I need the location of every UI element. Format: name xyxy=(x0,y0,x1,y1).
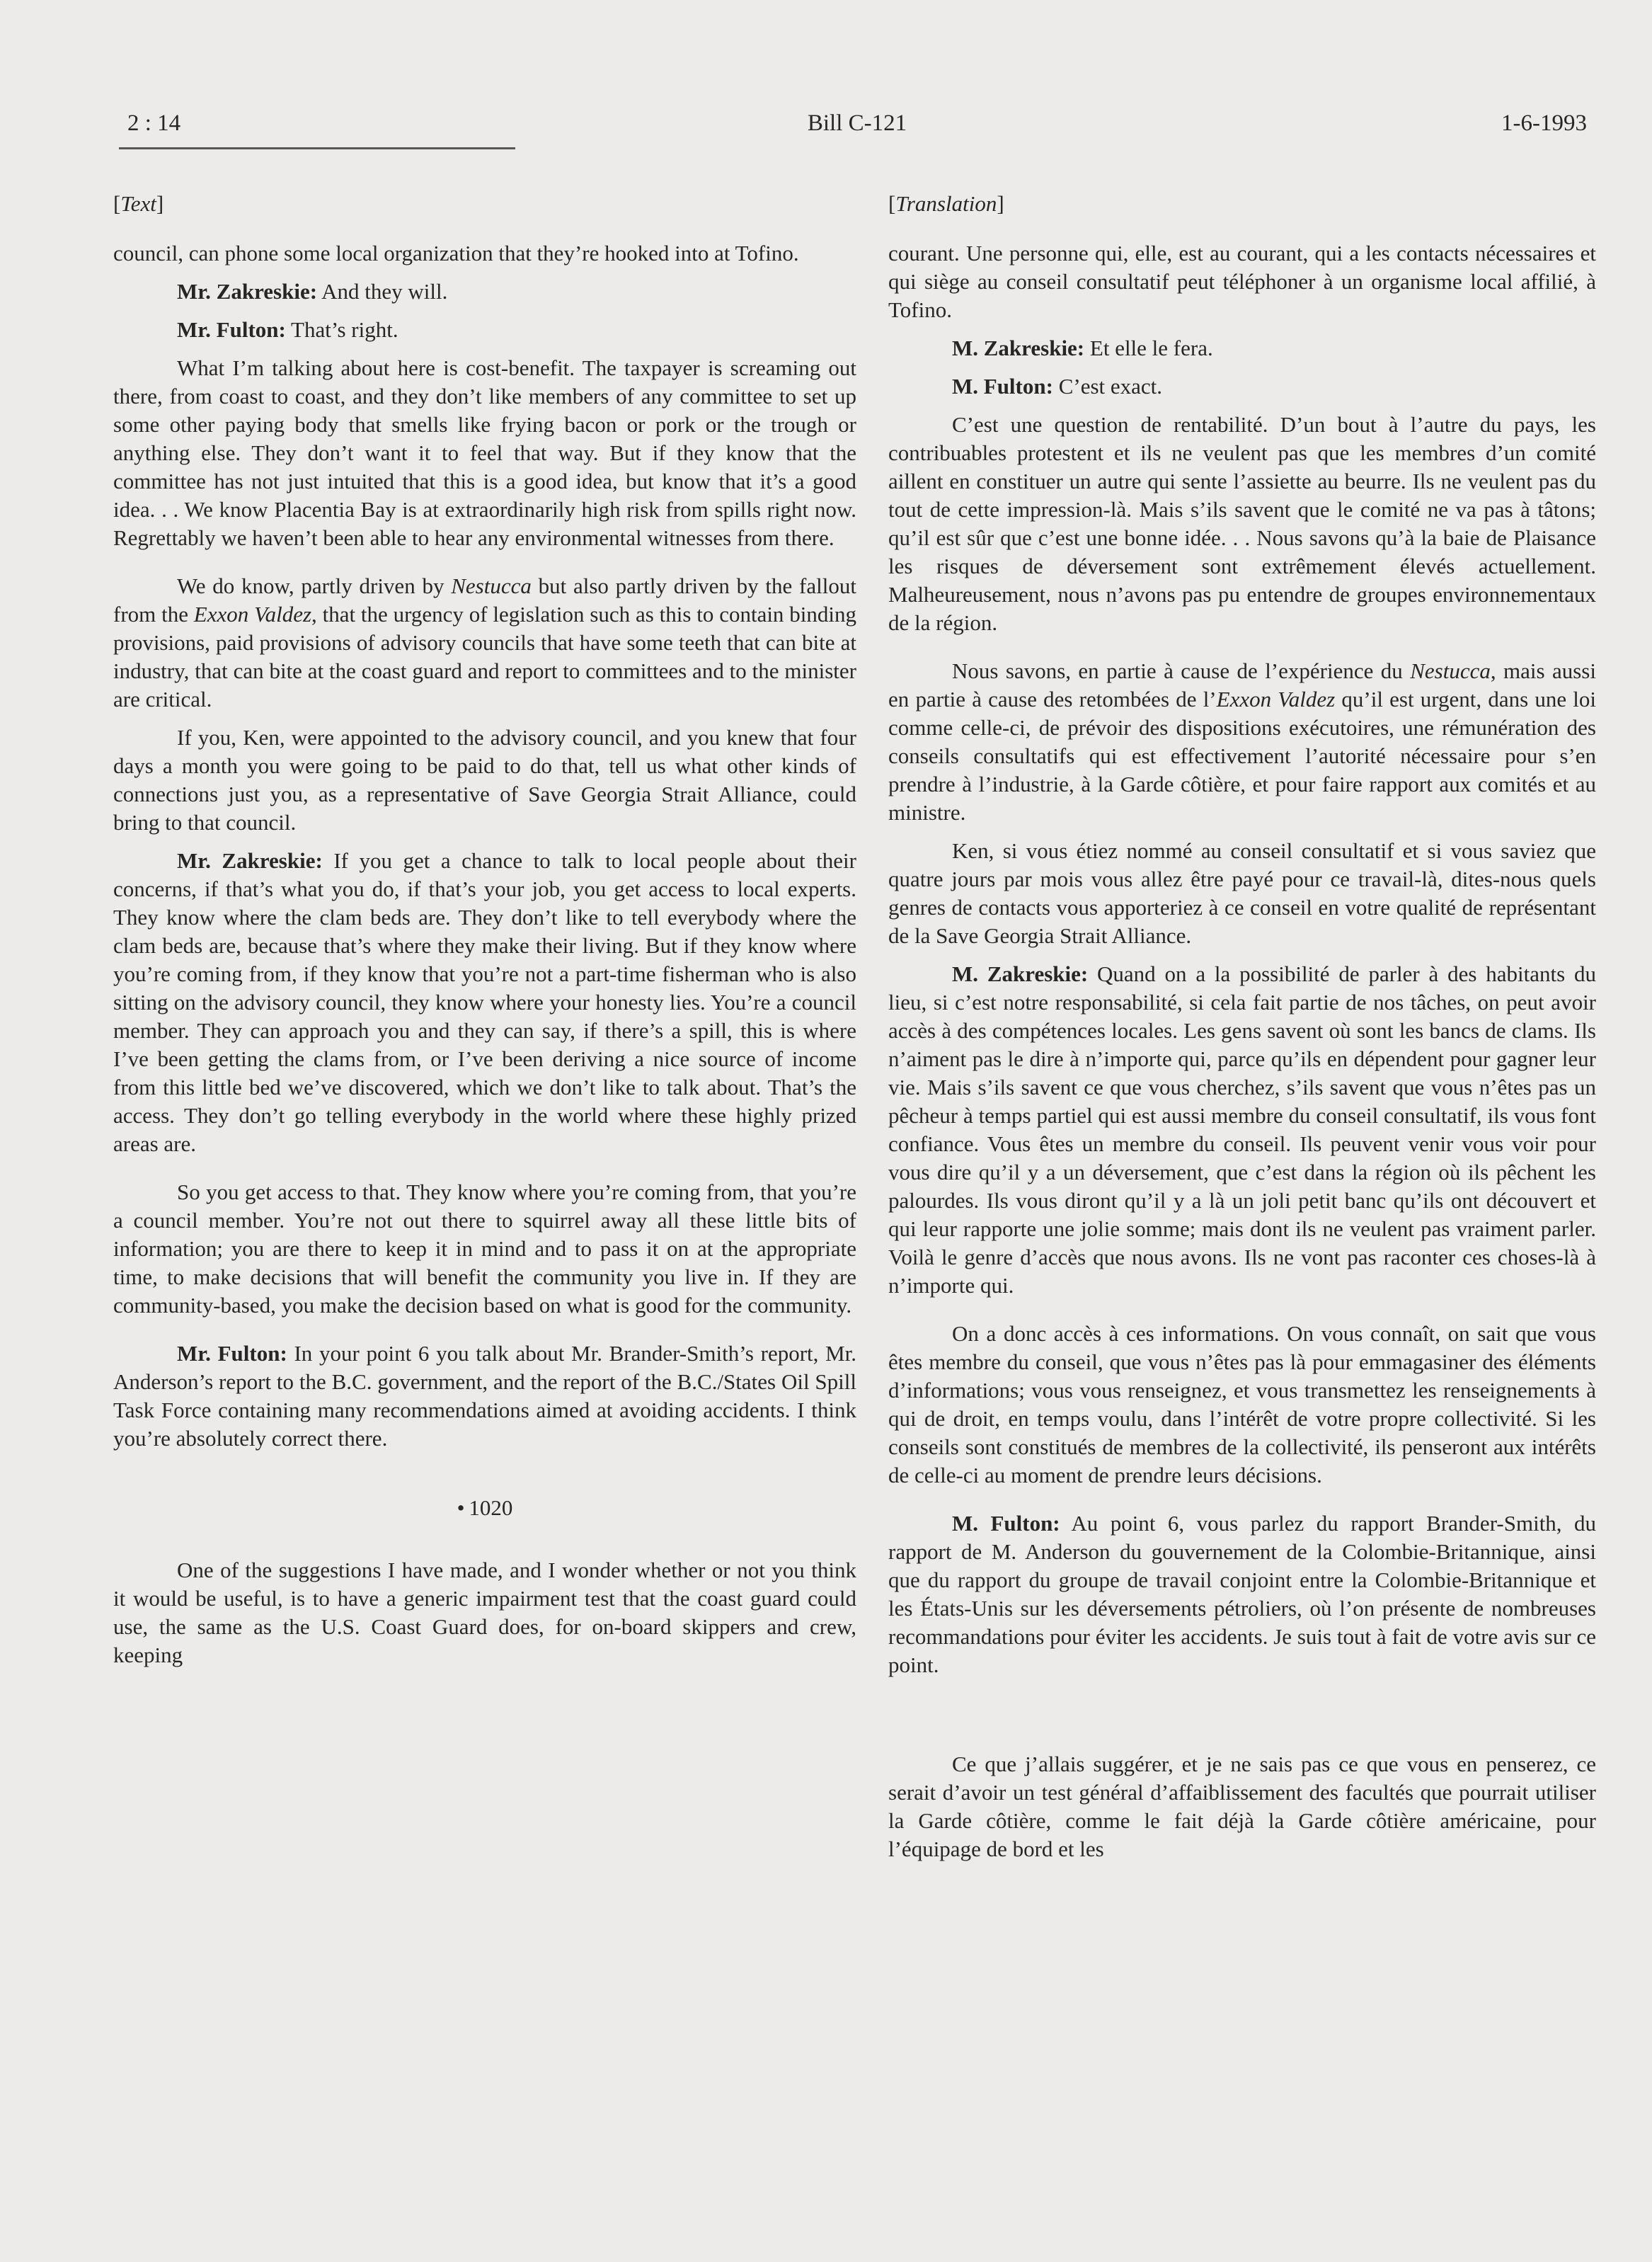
paragraph: council, can phone some local organization that they’re hooked into at Tofino. xyxy=(113,241,799,265)
paragraph: Mr. Zakreskie: If you get a chance to talk to local people about their concerns, if that’s what you do, if that’s your job, you get access to local experts. They know where the clam beds are. They don’t like to tell everybody where the clam beds are, because that’s where they make their living. But if they know where you’re coming from, if they know that you’re not a part-time fisherman who is also sitting on the advisory council, they know where your honesty lies. You’re a council member. They can approach you and they can say, if there’s a spill, this is where I’ve been getting the clams from, or I’ve been deriving a nice source of income from this little bed we’ve discovered, which we don’t like to talk about. That’s the access. They don’t go telling everybody in the world where these highly prized areas are. xyxy=(113,848,856,1156)
speaker-name: M. Zakreskie: xyxy=(952,961,1089,986)
paragraph: If you, Ken, were appointed to the advisory council, and you knew that four days a month you were going to be paid to do that, tell us what other kinds of connections just you, as a representative of Save Georgia Strait Alliance, could bring to that council. xyxy=(113,725,856,835)
paragraph: We do know, partly driven by Nestucca but also partly driven by the fallout from the Exxon Valdez, that the urgency of legislation such as this to contain binding provisions, paid provisions of advisory councils that have some teeth that can bite at industry, that can bite at the coast guard and report to committees and to the minister are critical. xyxy=(113,573,856,712)
paragraph: M. Zakreskie: Quand on a la possibilité de parler à des habitants du lieu, si c’est notre responsabilité, si cela fait partie de nos tâches, on peut avoir accès à des compétences locales. Les gens savent où sont les bancs de clams. Ils n’aiment pas le dire à n’importe qui, parce qu’ils en dépendent pour gagner leur vie. Mais s’ils savent ce que vous cherchez, s’ils savent que vous n’êtes pas un pêcheur à temps partiel qui est aussi membre du conseil consultatif, ils vous font confiance. Vous êtes un membre du conseil. Ils peuvent venir vous voir pour vous dire qu’il y a un déversement, que c’est dans la région où ils pêchent les palourdes. Ils vous diront qu’il y a là un joli petit banc qu’ils ont découvert et qui leur rapporte une jolie somme; mais dont ils ne veulent pas vraiment parler. Voilà le genre d’accès que nous avons. Ils ne vont pas raconter ces choses-là à n’importe qui. xyxy=(888,961,1596,1298)
paragraph: One of the suggestions I have made, and I wonder whether or not you think it would be useful, is to have a generic impairment test that the coast guard could use, the same as the U.S. Coast Guard does, for on-board skippers and crew, keeping xyxy=(113,1558,856,1667)
header-rule xyxy=(119,147,515,149)
paragraph: So you get access to that. They know where you’re coming from, that you’re a council member. You’re not out there to squirrel away all these little bits of information; you are there to keep it in mind and to pass it on at the appropriate time, to make decisions that will benefit the community you live in. If they are community-based, you make the decision based on what is good for the community. xyxy=(113,1179,856,1318)
speaker-name: Mr. Zakreskie: xyxy=(177,279,318,304)
paragraph: Mr. Fulton: In your point 6 you talk about Mr. Brander-Smith’s report, Mr. Anderson’s report to the B.C. government, and the report of the B.C./States Oil Spill Task Force containing many recommendations aimed at avoiding accidents. I think you’re absolutely correct there. xyxy=(113,1341,856,1451)
timestamp-marker: • 1020 xyxy=(457,1495,513,1520)
paragraph: Mr. Fulton: That’s right. xyxy=(177,317,398,342)
speaker-name: M. Fulton: xyxy=(952,1511,1060,1536)
paragraph: On a donc accès à ces informations. On vous connaît, on sait que vous êtes membre du conseil, que vous n’êtes pas là pour emmagasiner des éléments d’informations; vous vous renseignez, et vous transmettez les renseignements à qui de droit, en temps voulu, dans l’intérêt de votre propre collectivité. Si les conseils sont constitués de membres de la collectivité, ils penseront aux intérêts de celle-ci au moment de prendre leurs décisions. xyxy=(888,1321,1596,1487)
page-header xyxy=(119,106,1595,149)
bill-title: Bill C-121 xyxy=(807,110,907,136)
paragraph: Mr. Zakreskie: And they will. xyxy=(177,279,448,304)
paragraph: Ken, si vous étiez nommé au conseil consultatif et si vous saviez que quatre jours par mois vous allez être payé pour ce travail-là, dites-nous quels genres de contacts vous apporteriez à ce conseil en votre qualité de représentant de la Save Georgia Strait Alliance. xyxy=(888,838,1596,948)
speaker-name: M. Fulton: xyxy=(952,374,1053,399)
paragraph: M. Zakreskie: Et elle le fera. xyxy=(952,336,1213,360)
vessel-name: Exxon Valdez xyxy=(1216,687,1336,712)
vessel-name: Exxon Valdez xyxy=(193,602,312,627)
french-column xyxy=(888,190,1596,1873)
bullet-icon: • xyxy=(457,1495,465,1520)
vessel-name: Nestucca xyxy=(1410,658,1491,683)
sitting-date: 1-6-1993 xyxy=(1501,110,1587,136)
vessel-name: Nestucca xyxy=(451,573,532,598)
paragraph: C’est une question de rentabilité. D’un bout à l’autre du pays, les contribuables protestent et ils ne veulent pas que les membres d’un comité aillent en constituer un autre qui sente l’assiette au beurre. Ils ne veulent pas du tout de cette impression-là. Mais s’ils savent que le comité ne va pas à tâtons; qu’il est sûr que c’est une bonne idée. . . Nous savons qu’à la baie de Plaisance les risques de déversement sont extrêmement élevés actuellement. Malheureusement, nous n’avons pas pu entendre de groupes environnementaux de la région. xyxy=(888,412,1596,635)
paragraph: Ce que j’allais suggérer, et je ne sais pas ce que vous en penserez, ce serait d’avoir un test général d’affaiblissement des facultés que pourrait utiliser la Garde côtière, comme le fait déjà la Garde côtière américaine, pour l’équipage de bord et les xyxy=(888,1752,1596,1861)
page-number: 2 : 14 xyxy=(127,110,181,136)
paragraph: What I’m talking about here is cost-benefit. The taxpayer is screaming out there, from coast to coast, and they don’t like members of any committee to set up some other paying body that smells like frying bacon or pork or the trough or anything else. They don’t want it to feel that way. But if they know that the committee has not just intuited that this is a good idea, but know that it’s a good idea. . . We know Placentia Bay is at extraordinarily high risk from spills right now. Regrettably we haven’t been able to hear any environmental witnesses from there. xyxy=(113,355,856,550)
speaker-name: Mr. Fulton: xyxy=(177,317,286,342)
speaker-name: M. Zakreskie: xyxy=(952,336,1085,360)
column-label-translation: [Translation] xyxy=(888,191,1004,216)
paragraph: M. Fulton: Au point 6, vous parlez du rapport Brander-Smith, du rapport de M. Anderson du gouvernement de la Colombie-Britannique, ainsi que du rapport du groupe de travail conjoint entre la Colombie-Britannique et les États-Unis sur les déversements pétroliers, où l’on présente de nombreuses recommandations pour éviter les accidents. Je suis tout à fait de votre avis sur ce point. xyxy=(888,1511,1596,1677)
spacer xyxy=(888,1689,1596,1750)
paragraph: M. Fulton: C’est exact. xyxy=(952,374,1163,399)
column-label-text: [Text] xyxy=(113,191,164,216)
speaker-name: Mr. Fulton: xyxy=(177,1341,287,1366)
speaker-name: Mr. Zakreskie: xyxy=(177,848,323,873)
paragraph: courant. Une personne qui, elle, est au courant, qui a les contacts nécessaires et qui siège au conseil consultatif peut téléphoner à un organisme local affilié, à Tofino. xyxy=(888,241,1596,322)
paragraph: Nous savons, en partie à cause de l’expérience du Nestucca, mais aussi en partie à cause des retombées de l’Exxon Valdez qu’il est urgent, dans une loi comme celle-ci, de prévoir des dispositions exécutoires, une rémunération des conseils consultatifs qui est effectivement l’autorité nécessaire pour s’en prendre à l’industrie, à la Garde côtière, et pour faire rapport aux comités et au ministre. xyxy=(888,658,1597,825)
english-column xyxy=(113,190,856,1679)
